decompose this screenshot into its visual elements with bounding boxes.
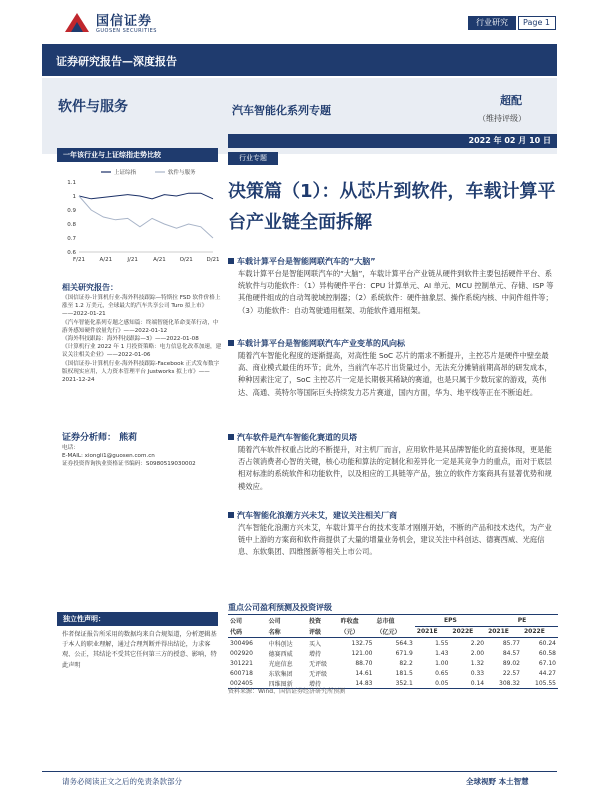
cell-close: 88.70 <box>355 659 373 667</box>
cell-pe22: 44.27 <box>538 669 556 677</box>
section-heading: 汽车软件是汽车智能化赛道的贝塔 <box>237 433 357 442</box>
table-header: 2022E <box>450 626 486 638</box>
related-report: 《汽车智能化系列专题之感知篇：终端智能化革命变革行动，中游务感知硬件放量先行》——2022-01-12 <box>62 319 219 334</box>
table-header: 代码 <box>228 626 267 638</box>
table-header: 2021E <box>415 626 451 638</box>
x-tick-label: F/21 <box>72 257 86 263</box>
brand-name-en: GUOSEN SECURITIES <box>96 28 157 34</box>
cell-pe21: 84.57 <box>502 649 520 657</box>
cell-pe22: 105.55 <box>522 678 558 689</box>
cell-rating: 增持 <box>308 650 321 658</box>
cell-pe21: 308.32 <box>486 678 522 689</box>
section <box>228 256 558 317</box>
cell-name: 光庭信息 <box>268 660 293 668</box>
cell-pe21: 85.77 <box>502 639 520 647</box>
section <box>228 432 558 493</box>
table-header: 名称 <box>267 626 307 638</box>
y-tick-label: 0.8 <box>67 222 76 228</box>
section <box>228 510 558 559</box>
section-heading: 车载计算平台是智能网联汽车产业变革的风向标 <box>237 339 405 348</box>
sector-name: 软件与服务 <box>58 99 128 115</box>
cell-mktcap: 82.2 <box>399 659 413 667</box>
table-row <box>228 658 558 668</box>
report-title: 决策篇（1）：从芯片到软件，车载计算平台产业链全面拆解 <box>228 181 556 233</box>
footer-disclaimer: 请务必阅读正文之后的免责条款部分 <box>62 777 182 786</box>
legend-label: 上证综指 <box>114 170 137 176</box>
cell-pe22: 60.58 <box>538 649 556 657</box>
cell-name: 中科创达 <box>268 640 293 648</box>
related-report: 《国信证券-计算机行业-海外科技跟踪-Facebook 正式发布数字版权现实应用，人力资本管理平台 Justworks 拟上市》——2021-12-24 <box>62 360 220 384</box>
cell-eps22: 2.20 <box>470 639 485 647</box>
table-title: 重点公司盈利预测及投资评级 <box>228 603 332 612</box>
cell-eps21: 0.05 <box>415 678 451 689</box>
x-tick-label: A/21 <box>153 257 166 263</box>
table-header: 2022E <box>522 626 558 638</box>
cell-mktcap: 352.1 <box>375 678 415 689</box>
table-row <box>228 648 558 658</box>
analyst-info <box>62 444 222 468</box>
cell-pe21: 22.57 <box>502 669 520 677</box>
cell-rating: 增持 <box>307 678 339 689</box>
independence-text: 作者保证报告所采用的数据均来自合规渠道，分析逻辑基于本人的职业理解，通过合理判断并得出结论，力求客观、公正，其结论不受其它任何第三方的授意、影响，特此声明 <box>62 631 217 669</box>
y-tick-label: 1 <box>72 194 76 200</box>
cell-close: 14.83 <box>339 678 375 689</box>
y-tick-label: 1.1 <box>67 180 76 186</box>
independence-title: 独立性声明： <box>57 612 218 626</box>
cell-close: 121.00 <box>351 649 373 657</box>
index-comparison-chart <box>57 166 218 268</box>
analyst-email: E-MAIL: xiongli1@guosen.com.cn <box>62 453 155 459</box>
cell-code: 300496 <box>230 639 253 647</box>
rating-note: （维持评级） <box>478 114 526 123</box>
related-reports-list <box>62 294 222 384</box>
series-line <box>79 196 213 238</box>
related-report: 《海外科技跟踪：海外科技跟踪—3》——2022-01-08 <box>62 336 199 343</box>
section-body: 汽车智能化浪潮方兴未艾，车载计算平台的技术变革才刚刚开始，不断的产品和技术迭代，为产业链中上游的方案商和软件商提供了大量的增量业务机会，建议关注中科创达、德赛西威、光庭信息、东软集团、四维图新等相关上市公司。 <box>238 523 552 557</box>
cell-code: 600718 <box>230 669 253 677</box>
table-header: PE <box>486 615 558 627</box>
series-name: 汽车智能化系列专题 <box>232 104 331 117</box>
section-body: 随着汽车软件权重占比的不断提升，对主机厂而言，应用软件是其品牌智能化的直接体现，更是能否占领消费者心智的关键，核心功能和算法的定制化和差异化一定是其竞争力的重点，而对于底层相对标准的系统软件和功能软件，以及相应的工具链等产品，独立的软件方案商具有显著优势和规模效应。 <box>238 445 552 491</box>
cell-close: 132.75 <box>351 639 373 647</box>
report-type-label: 证券研究报告—深度报告 <box>56 55 177 68</box>
table-header: （元） <box>339 626 375 638</box>
cell-code: 002920 <box>230 649 253 657</box>
rating: 超配 <box>500 94 522 107</box>
table-header: 公司 <box>267 615 307 627</box>
brand-name: 国信证券 <box>96 14 153 29</box>
table-row <box>228 638 558 649</box>
footer-divider <box>42 771 557 772</box>
y-tick-label: 0.9 <box>67 208 76 214</box>
chart-title: 一年该行业与上证综指走势比较 <box>57 148 218 162</box>
footer-slogan: 全球视野 本土智慧 <box>466 777 529 786</box>
related-reports-title: 相关研究报告： <box>62 283 118 292</box>
bullet-icon <box>228 258 234 264</box>
related-report: 《国信证券-计算机行业-海外科技跟踪—特斯拉 FSD 软件价格上涨至 1.2 万美元，全球最大的汽车共享公司 Turo 拟上市》 <box>62 295 221 310</box>
bullet-icon <box>228 512 234 518</box>
table-row <box>228 668 558 678</box>
cell-rating: 无评级 <box>308 660 327 668</box>
cell-pe22: 60.24 <box>538 639 556 647</box>
cell-rating: 买入 <box>308 640 321 648</box>
cell-eps21: 1.55 <box>435 639 449 647</box>
logo-icon <box>62 10 92 36</box>
section-heading: 车载计算平台是智能网联汽车的“大脑” <box>237 257 376 266</box>
related-report-date: ——2022-01-21 <box>62 311 106 318</box>
bullet-icon <box>228 434 234 440</box>
report-date: 2022 年 02 月 10 日 <box>468 136 551 145</box>
cell-mktcap: 564.3 <box>395 639 413 647</box>
analyst-license: 证券投资咨询执业资格证书编码：S0980519030002 <box>62 461 196 467</box>
table-header: EPS <box>415 615 486 627</box>
cell-eps22: 0.14 <box>450 678 486 689</box>
bullet-icon <box>228 340 234 346</box>
cell-pe21: 89.02 <box>502 659 520 667</box>
cell-code: 002405 <box>228 678 267 689</box>
section-heading: 汽车智能化浪潮方兴未艾，建议关注相关厂商 <box>237 511 397 520</box>
x-tick-label: O/21 <box>179 257 193 263</box>
section <box>228 338 558 399</box>
series-line <box>79 193 213 199</box>
cell-name: 东软集团 <box>268 670 293 678</box>
page-number: Page 1 <box>518 16 556 30</box>
cell-eps22: 2.00 <box>470 649 485 657</box>
cell-eps22: 1.32 <box>470 659 485 667</box>
cell-name: 四维图新 <box>267 678 307 689</box>
related-report: 《计算机行业 2022 年 1 月投资策略：电力信息化改革加速，建议关注相关企业》——2022-01-06 <box>62 344 222 359</box>
cell-eps21: 1.00 <box>435 659 449 667</box>
date-bar <box>228 134 557 148</box>
report-type-band <box>42 44 557 76</box>
table-header: 公司 <box>228 615 267 627</box>
cell-name: 德赛西威 <box>268 650 293 658</box>
analyst-phone: 电话： <box>62 445 79 451</box>
table-header: 总市值 <box>375 615 415 627</box>
cell-mktcap: 181.5 <box>395 669 413 677</box>
x-tick-label: D/21 <box>206 257 220 263</box>
report-type-tag: 行业研究 <box>468 16 516 30</box>
x-tick-label: A/21 <box>99 257 113 263</box>
cell-rating: 无评级 <box>308 670 327 678</box>
forecast-table <box>228 614 558 689</box>
cell-mktcap: 671.9 <box>395 649 413 657</box>
table-header: 评级 <box>307 626 339 638</box>
section-body: 随着汽车智能化程度的逐渐提高，对高性能 SoC 芯片的需求不断提升，主控芯片是硬件中壁垒最高、商业模式最佳的环节；此外，当前汽车芯片出货量过小，无法充分摊销前期高昂的研发成本，种种因素注定了，SoC 主控芯片一定是长期极其稀缺的赛道，也是只属于少数玩家的游戏，英伟达、高通、英特尔等国际巨头持续发力芯片赛道，国内方面，华为、地平线等正在不断追赶。 <box>238 351 552 397</box>
cell-pe22: 67.10 <box>538 659 556 667</box>
x-tick-label: J/21 <box>127 257 138 263</box>
cell-eps22: 0.33 <box>470 669 485 677</box>
table-source: 资料来源：Wind、国信证券经济研究所预测 <box>228 688 346 695</box>
y-tick-label: 0.6 <box>67 250 76 256</box>
cell-code: 301221 <box>230 659 253 667</box>
legend-label: 软件与服务 <box>168 170 196 176</box>
table-header: 2021E <box>486 626 522 638</box>
y-tick-label: 0.7 <box>67 236 76 242</box>
table-header: （亿元） <box>375 626 415 638</box>
analyst-title: 证券分析师： 熊莉 <box>62 433 138 443</box>
topic-tag: 行业专题 <box>228 152 278 165</box>
cell-close: 14.61 <box>355 669 373 677</box>
cell-eps21: 1.43 <box>435 649 449 657</box>
table-header: 昨收盘 <box>339 615 375 627</box>
table-header: 投资 <box>307 615 339 627</box>
section-body: 车载计算平台是智能网联汽车的“大脑”，车载计算平台产业链从硬件到软件主要包括硬件平台、系统软件与功能软件：（1）异构硬件平台：CPU 计算单元、AI 单元、MCU 控制单元、存储、ISP 等其他硬件组成的自动驾驶域控制器；（2）系统软件：硬件抽象层、操作系统内核、中间件组件等；（3）功能软件：自动驾驶通用框架、功能软件通用框架。 <box>238 269 554 315</box>
cell-eps21: 0.65 <box>435 669 449 677</box>
